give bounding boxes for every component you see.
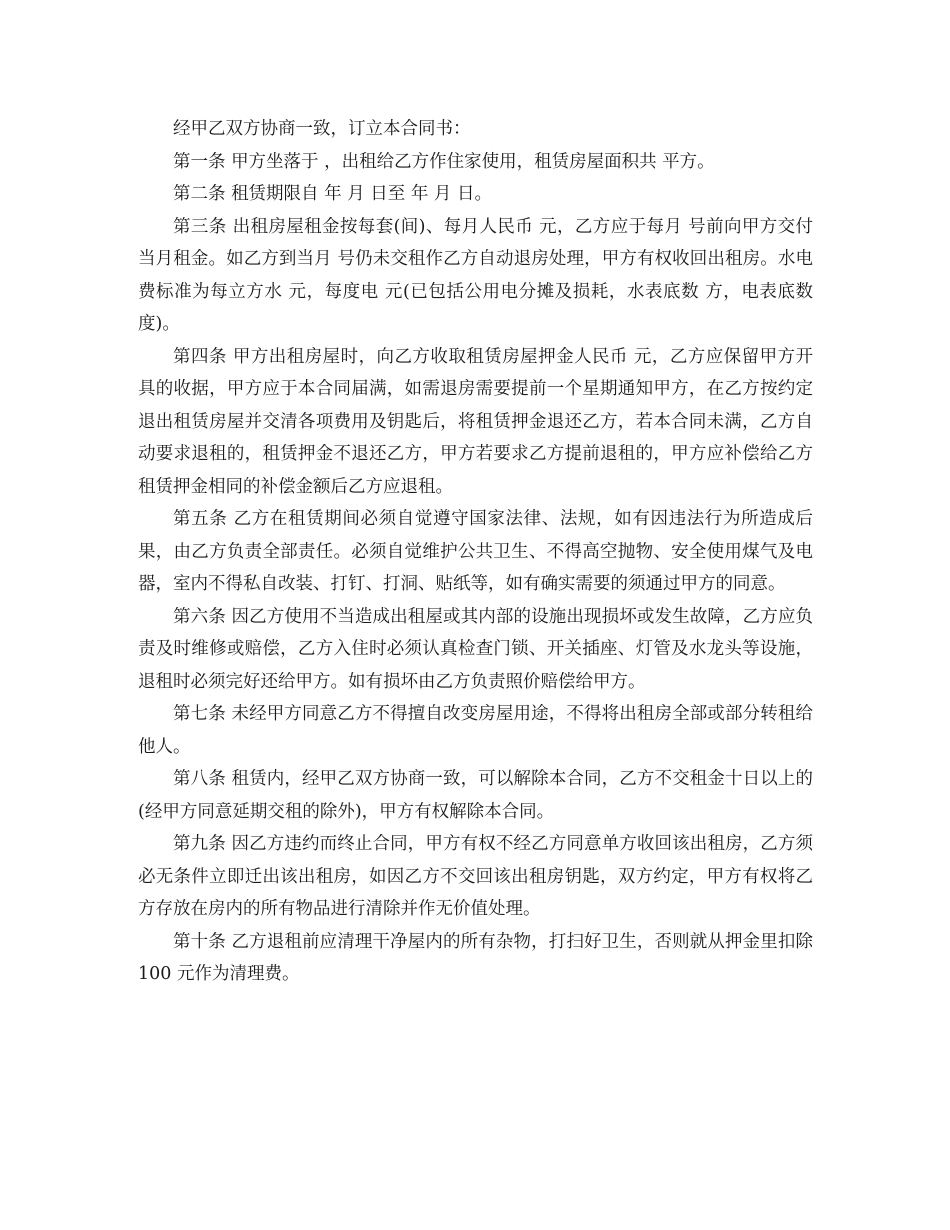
article-8: 第八条 租赁内，经甲乙双方协商一致，可以解除本合同，乙方不交租金十日以上的(经甲方同意延期交租的除外)，甲方有权解除本合同。: [138, 769, 813, 822]
contract-body: [138, 113, 813, 991]
article-4: 第四条 甲方出租房屋时，向乙方收取租赁房屋押金人民币 元，乙方应保留甲方开具的收据，甲方应于本合同届满，如需退房需要提前一个星期通知甲方，在乙方按约定退出租赁房屋并交清各项费用及钥匙后，将租赁押金退还乙方，若本合同未满，乙方自动要求退租的，租赁押金不退还乙方，甲方若要求乙方提前退租的，甲方应补偿给乙方租赁押金相同的补偿金额后乙方应退租。: [138, 346, 813, 497]
article-7: 第七条 未经甲方同意乙方不得擅自改变房屋用途，不得将出租房全部或部分转租给他人。: [138, 704, 813, 757]
contract-intro: 经甲乙双方协商一致，订立本合同书：: [173, 119, 471, 139]
article-2: 第二条 租赁期限自 年 月 日至 年 月 日。: [173, 184, 492, 204]
article-9: 第九条 因乙方违约而终止合同，甲方有权不经乙方同意单方收回该出租房，乙方须必无条件立即迁出该出租房，如因乙方不交回该出租房钥匙，双方约定，甲方有权将乙方存放在房内的所有物品进行清除并作无价值处理。: [138, 834, 813, 919]
article-5: 第五条 乙方在租赁期间必须自觉遵守国家法律、法规，如有因违法行为所造成后果，由乙方负责全部责任。必须自觉维护公共卫生、不得高空抛物、安全使用煤气及电器，室内不得私自改装、打钉、打洞、贴纸等，如有确实需要的须通过甲方的同意。: [138, 509, 813, 594]
article-10: 第十条 乙方退租前应清理干净屋内的所有杂物，打扫好卫生，否则就从押金里扣除 100 元作为清理费。: [138, 931, 813, 984]
article-3: 第三条 出租房屋租金按每套(间)、每月人民币 元，乙方应于每月 号前向甲方交付当月租金。如乙方到当月 号仍未交租作乙方自动退房处理，甲方有权收回出租房。水电费标准为每立方水 元，每度电 元(已包括公用电分摊及损耗，水表底数 方，电表底数 度)。: [138, 216, 813, 334]
article-6: 第六条 因乙方使用不当造成出租屋或其内部的设施出现损坏或发生故障，乙方应负责及时维修或赔偿，乙方入住时必须认真检查门锁、开关插座、灯管及水龙头等设施，退租时必须完好还给甲方。如有损坏由乙方负责照价赔偿给甲方。: [138, 606, 813, 692]
article-1: 第一条 甲方坐落于 ，出租给乙方作住家使用，租赁房屋面积共 平方。: [173, 151, 715, 172]
